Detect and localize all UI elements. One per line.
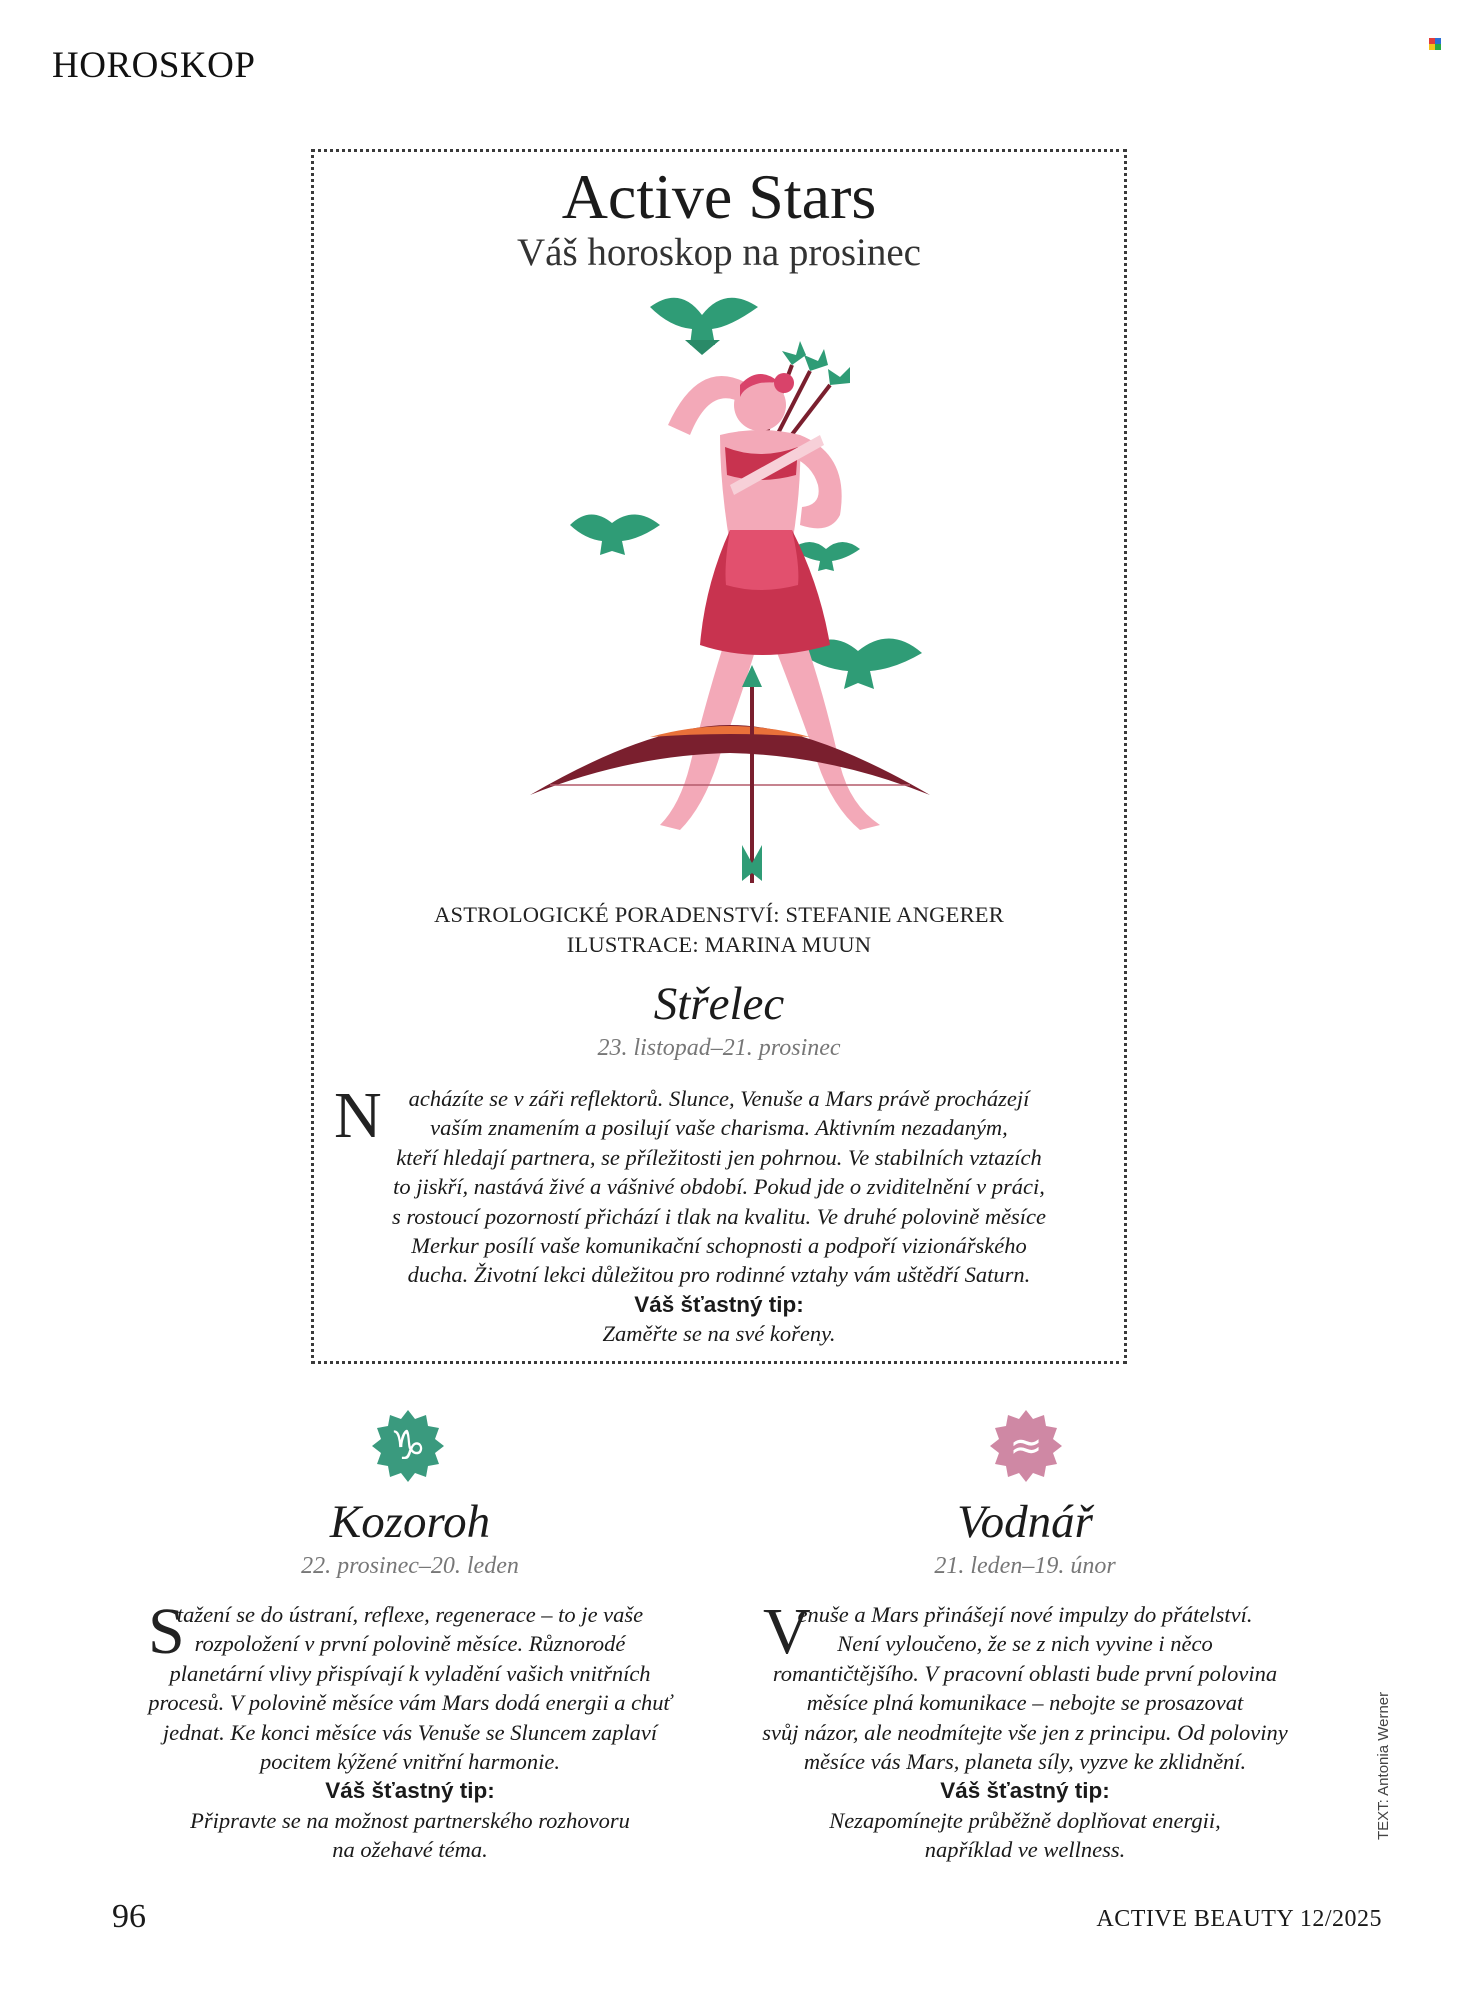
- aquarius-badge: [990, 1410, 1062, 1482]
- sign-dates-kozoroh: 22. prosinec–20. leden: [301, 1553, 519, 1579]
- bird-icon: [570, 514, 660, 555]
- text-line: měsíce vás Mars, planeta síly, vyzve ke zklidnění.: [803, 1749, 1247, 1775]
- lucky-tip-text: Připravte se na možnost partnerského rozhovoru: [190, 1807, 630, 1833]
- lucky-tip-label: Váš šťastný tip:: [634, 1291, 804, 1317]
- drop-cap: N: [334, 1079, 382, 1152]
- sign-name-kozoroh: Kozoroh: [329, 1496, 491, 1548]
- text-line: Není vyloučeno, že se z nich vyvine i něco: [837, 1631, 1213, 1657]
- text-line: svůj názor, ale neodmítejte vše jen z principu. Od poloviny: [762, 1719, 1288, 1745]
- sign-dates-strelec: 23. listopad–21. prosinec: [597, 1035, 841, 1061]
- text-line: vaším znamením a posilují vaše charisma. Aktivním nezadaným,: [430, 1115, 1008, 1141]
- text-line: kteří hledají partnera, se příležitosti jen pohrnou. Ve stabilních vztazích: [396, 1144, 1042, 1170]
- drop-cap: S: [148, 1595, 185, 1668]
- text-line: jednat. Ke konci měsíce vás Venuše se Sluncem zaplaví: [162, 1719, 658, 1745]
- text-line: pocitem kýžené vnitřní harmonie.: [260, 1749, 560, 1775]
- bird-icon: [650, 298, 758, 355]
- capricorn-badge: [372, 1410, 444, 1482]
- page-subtitle: Váš horoskop na prosinec: [517, 231, 921, 274]
- horoscope-text-vodnar: [725, 1595, 1325, 1865]
- sagittarius-archer-illustration: [530, 285, 930, 885]
- text-line: romantičtějšího. V pracovní oblasti bude první polovina: [772, 1660, 1278, 1686]
- issue-label: ACTIVE BEAUTY 12/2025: [1096, 1906, 1382, 1932]
- text-line: s rostoucí pozorností přichází i tlak na kvalitu. Ve druhé polovině měsíce: [391, 1203, 1047, 1229]
- lucky-tip-text: Nezapomínejte průběžně doplňovat energii,: [829, 1807, 1221, 1833]
- text-line: tažení se do ústraní, reflexe, regenerace – to je vaše: [176, 1602, 644, 1627]
- text-line: planetární vlivy přispívají k vyladění vašich vnitřních: [169, 1660, 651, 1686]
- section-label: HOROSKOP: [52, 45, 256, 86]
- page-title: Active Stars: [561, 161, 877, 232]
- text-line: Merkur posílí vaše komunikační schopnosti a podpoří vizionářského: [411, 1233, 1027, 1259]
- drop-cap: V: [763, 1595, 811, 1668]
- page-number: 96: [112, 1898, 146, 1935]
- credit-astrology: ASTROLOGICKÉ PORADENSTVÍ: STEFANIE ANGERER: [434, 902, 1004, 927]
- horoscope-text-kozoroh: [108, 1595, 712, 1865]
- credit-illustration: ILUSTRACE: MARINA MUUN: [566, 932, 872, 957]
- text-line: měsíce plná komunikace – nebojte se prosazovat: [806, 1690, 1244, 1716]
- horoscope-text-strelec: [331, 1079, 1107, 1349]
- sign-name-vodnar: Vodnář: [957, 1496, 1093, 1548]
- lucky-tip-text: například ve wellness.: [924, 1837, 1126, 1863]
- text-line: ducha. Životní lekci důležitou pro rodinné vztahy vám uštědří Saturn.: [407, 1262, 1031, 1288]
- credits: [311, 900, 1127, 960]
- sign-dates-vodnar: 21. leden–19. únor: [934, 1553, 1116, 1579]
- text-line: acházíte se v záři reflektorů. Slunce, Venuše a Mars právě procházejí: [408, 1086, 1030, 1111]
- text-line: rozpoložení v první polovině měsíce. Různorodé: [194, 1631, 626, 1657]
- sign-name-strelec: Střelec: [653, 978, 785, 1030]
- lucky-tip-label: Váš šťastný tip:: [325, 1778, 495, 1804]
- text-credit: TEXT: Antonia Werner: [1375, 1691, 1392, 1840]
- lucky-tip-label: Váš šťastný tip:: [940, 1778, 1110, 1804]
- lucky-tip-text: Zaměřte se na své kořeny.: [602, 1321, 836, 1347]
- text-line: procesů. V polovině měsíce vám Mars dodá energii a chuť: [148, 1690, 672, 1716]
- color-mark-icon: [1429, 38, 1441, 50]
- lucky-tip-text: na ožehavé téma.: [332, 1837, 488, 1863]
- aquarius-symbol-icon: ≈: [1009, 1423, 1043, 1469]
- text-line: enuše a Mars přinášejí nové impulzy do přátelství.: [797, 1602, 1253, 1627]
- text-line: to jiskří, nastává živé a vášnivé období. Pokud jde o zviditelnění v práci,: [393, 1174, 1045, 1200]
- capricorn-symbol-icon: ♑: [390, 1423, 426, 1469]
